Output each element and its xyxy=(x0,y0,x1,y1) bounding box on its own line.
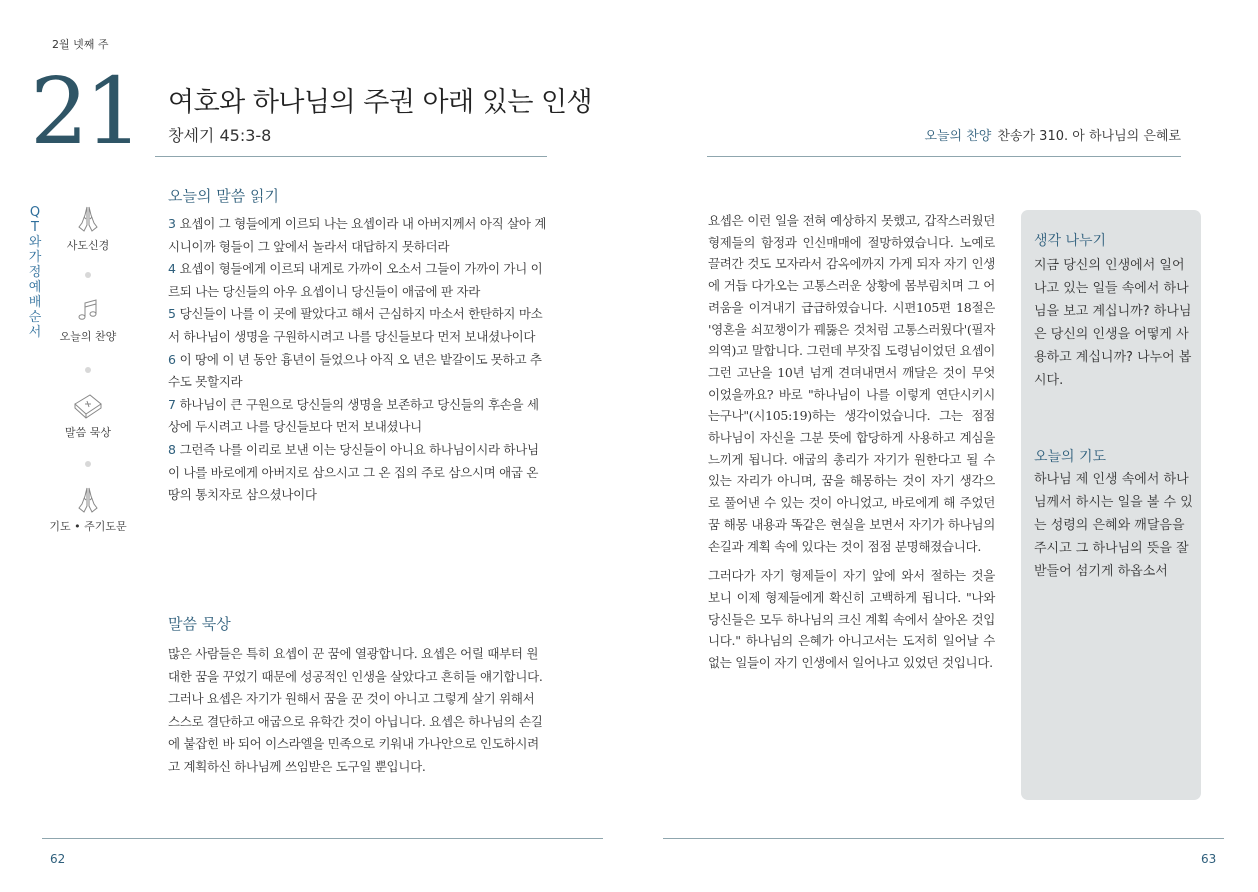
sidebar-item-hymn xyxy=(38,298,138,344)
footer-rule-right xyxy=(663,838,1224,839)
meditation-text: 많은 사람들은 특히 요셉이 꾼 꿈에 열광합니다. 요셉은 어릴 때부터 원대한 꿈을 꾸었기 때문에 성공적인 인생을 살았다고 흔히들 얘기합니다. 그러나 요셉은 자기가 원해서 꿈을 꾼 것이 아니고 그렇게 살기 위해서 스스로 결단하고 애굽으로 유학간 것이 아닙니다. 요셉은 하나님의 손길에 붙잡힌 바 되어 이스라엘을 민족으로 키워내 가나안으로 인도하시려고 계획하신 하나님께 쓰임받은 도구일 뿐입니다. xyxy=(168,646,543,774)
verse-text: 그런즉 나를 이리로 보낸 이는 당신들이 아니요 하나님이시라 하나님이 나를 바로에게 아버지로 삼으시고 그 온 집의 주로 삼으시며 애굽 온 땅의 통치자로 삼으셨나이다 xyxy=(168,441,539,503)
prayer-text: 하나님 제 인생 속에서 하나님께서 하시는 일을 볼 수 있는 성령의 은혜와 깨달음을 주시고 그 하나님의 뜻을 잘 받들어 섬기게 하옵소서 xyxy=(1034,472,1193,579)
music-note-icon xyxy=(75,298,101,324)
verse xyxy=(168,213,548,258)
verse xyxy=(168,349,548,394)
sidebar-item-meditation xyxy=(38,392,138,440)
header-rule-left xyxy=(155,156,547,157)
praying-hands-icon xyxy=(75,486,101,514)
page-number-left: 62 xyxy=(50,852,66,866)
sidebar-item-label: 말씀 묵상 xyxy=(64,426,111,439)
page-title: 여호와 하나님의 주권 아래 있는 인생 xyxy=(168,87,593,118)
praying-hands-icon xyxy=(75,205,101,233)
verse-text: 이 땅에 이 년 동안 흉년이 들었으나 아직 오 년은 밭갈이도 못하고 추수도 못할지라 xyxy=(168,351,542,390)
reading-heading: 오늘의 말씀 읽기 xyxy=(168,187,279,205)
verse xyxy=(168,439,548,507)
sidebar-item-prayer xyxy=(38,486,138,534)
sidebar-dot xyxy=(85,367,91,373)
verse-text: 요셉이 그 형들에게 이르되 나는 요셉이라 내 아버지께서 아직 살아 계시니이까 형들이 그 앞에서 놀라서 대답하지 못하더라 xyxy=(168,216,547,254)
share-text: 지금 당신의 인생에서 일어나고 있는 일들 속에서 하나님을 보고 계십니까? 하나님은 당신의 인생을 어떻게 사용하고 계십니까? 나누어 봅시다. xyxy=(1034,258,1192,388)
hymn-text: 찬송가 310. 아 하나님의 은혜로 xyxy=(997,129,1181,144)
verse-number: 8 xyxy=(168,441,176,457)
verse xyxy=(168,303,548,348)
week-label: 2월 넷째 주 xyxy=(52,38,109,51)
sidebar-dot xyxy=(85,461,91,467)
sidebar-dot xyxy=(85,272,91,278)
verse xyxy=(168,258,548,303)
share-heading: 생각 나누기 xyxy=(1034,233,1107,249)
meditation-heading: 말씀 묵상 xyxy=(168,615,231,633)
sidebar-item-label: 기도 • 주기도문 xyxy=(49,520,127,533)
sidebar-item-creed xyxy=(38,205,138,253)
verse-text: 하나님이 큰 구원으로 당신들의 생명을 보존하고 당신들의 후손을 세상에 두시려고 나를 당신들보다 먼저 보내셨나니 xyxy=(168,396,539,435)
verse-number: 4 xyxy=(168,261,176,277)
verse-text: 요셉이 형들에게 이르되 내게로 가까이 오소서 그들이 가까이 가니 이르되 나는 당신들의 아우 요셉이니 당신들이 애굽에 판 자라 xyxy=(168,261,543,299)
verse-number: 6 xyxy=(168,351,176,367)
verse-number: 7 xyxy=(168,396,176,412)
verse xyxy=(168,394,548,439)
day-number: 21 xyxy=(30,58,140,165)
prayer-heading: 오늘의 기도 xyxy=(1034,449,1107,465)
verse-list xyxy=(168,213,548,507)
sidebar-vertical-title: QT와 가정예배 순서 xyxy=(28,205,42,340)
verse-number: 3 xyxy=(168,216,176,231)
footer-rule-left xyxy=(42,838,603,839)
verse-text: 당신들이 나를 이 곳에 팔았다고 해서 근심하지 마소서 한탄하지 마소서 하나님이 생명을 구원하시려고 나를 당신들보다 먼저 보내셨나이다 xyxy=(168,306,543,344)
commentary-paragraph: 그러다가 자기 형제들이 자기 앞에 와서 절하는 것을 보니 이제 형제들에게 확신히 고백하게 됩니다. "나와 당신들은 모두 하나님의 크신 계획 속에서 살아온 것입니다." 하나님의 은혜가 아니고서는 도저히 일어날 수 없는 일들이 자기 인생에서 일어나고 있었던 것입니다. xyxy=(708,568,995,671)
sidebar-item-label: 오늘의 찬양 xyxy=(59,330,117,343)
commentary-column xyxy=(708,210,995,682)
scripture-reference: 창세기 45:3-8 xyxy=(168,126,272,145)
commentary-paragraph: 요셉은 이런 일을 전혀 예상하지 못했고, 갑작스러웠던 형제들의 함정과 인신매매에 절망하였습니다. 노예로 끌려간 것도 모자라서 감옥에까지 가게 되자 자기 인생에 거듭 다가오는 고통스러운 상황에 몸부림치며 그 어려움을 이겨내기 급급하였습니다. 시편105편 18절은 '영혼을 쇠꼬챙이가 꿰뚫은 것처럼 고통스러웠다'(필자 의역)고 말합니다. 그런데 부잣집 도령님이었던 요셉이 그런 고난을 10년 넘게 견뎌내면서 깨달은 것이 무엇이었을까요? 바로 "하나님이 나를 이렇게 연단시키시는구나"(시105:19)하는 생각이었습니다. 그는 점점 하나님이 자신을 그분 뜻에 합당하게 사용하고 계심을 느끼게 됩니다. 애굽의 총리가 자기가 원한다고 될 수 있는 자리가 아니며, 꿈을 해몽하는 것이 자기 생각으로 풀어낸 수 있는 것이 아니었고, 바로에게 해 주었던 꿈 해몽 내용과 똑같은 현실을 보면서 자기가 하나님의 손길과 계획 속에 있다는 것이 점점 분명해졌습니다. xyxy=(708,213,995,554)
verse-number: 5 xyxy=(168,306,176,322)
header-rule-right xyxy=(707,156,1181,157)
page-number-right: 63 xyxy=(1201,852,1217,866)
reflection-box xyxy=(1021,210,1201,800)
bible-book-icon xyxy=(72,392,104,420)
hymn-line xyxy=(924,125,1181,144)
sidebar-item-label: 사도신경 xyxy=(66,239,110,252)
hymn-label: 오늘의 찬양 xyxy=(924,129,992,144)
